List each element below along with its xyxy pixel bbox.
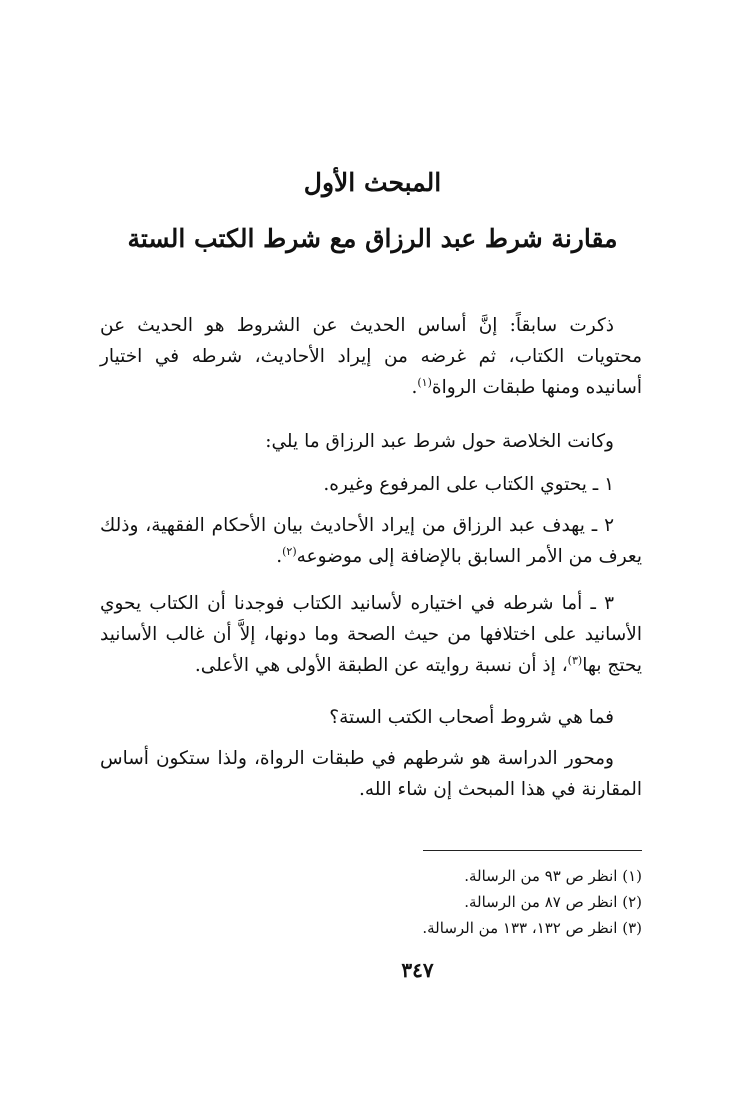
page-number: ٣٤٧ bbox=[401, 958, 434, 982]
paragraph-point-2: ٢ ـ يهدف عبد الرزاق من إيراد الأحاديث بيان الأحكام الفقهية، وذلك يعرف من الأمر السابق بالإضافة إلى موضوعه$^{(٢)}$. bbox=[100, 515, 642, 567]
paragraph-intro: ذكرت سابقاً: إنَّ أساس الحديث عن الشروط هو الحديث عن محتويات الكتاب، ثم غرضه من إيراد الأحاديث، شرطه في اختيار أسانيده ومنها طبقات الرواة$^{(١)}$. bbox=[100, 315, 642, 398]
footnote-1: (١) انظر ص ٩٣ من الرسالة. bbox=[464, 867, 642, 885]
footnote-divider bbox=[423, 850, 642, 851]
footnote-ref-2: (٢) bbox=[282, 544, 297, 558]
section-heading: المبحث الأول bbox=[303, 168, 442, 197]
section-title: مقارنة شرط عبد الرزاق مع شرط الكتب الستة bbox=[127, 224, 618, 253]
footnote-ref-1: (١) bbox=[417, 375, 432, 389]
footnote-ref-3: (٣) bbox=[567, 653, 583, 667]
footnote-2: (٢) انظر ص ٨٧ من الرسالة. bbox=[464, 893, 642, 911]
footnote-3: (٣) انظر ص ١٣٢، ١٣٣ من الرسالة. bbox=[422, 919, 642, 937]
paragraph-conclusion: ومحور الدراسة هو شرطهم في طبقات الرواة، ولذا ستكون أساس المقارنة في هذا المبحث إن شاء الله. bbox=[100, 748, 642, 800]
paragraph-point-1: ١ ـ يحتوي الكتاب على المرفوع وغيره. bbox=[323, 474, 614, 495]
paragraph-question: فما هي شروط أصحاب الكتب الستة؟ bbox=[329, 707, 614, 728]
paragraph-point-3: ٣ ـ أما شرطه في اختياره لأسانيد الكتاب فوجدنا أن الكتاب يحوي الأسانيد على اختلافها من حيث الصحة وما دونها، إلاَّ أن غالب الأسانيد يحتج بها$^{(٣)}$، إذ أن نسبة روايته عن الطبقة الأولى هي الأعلى. bbox=[100, 593, 642, 676]
paragraph-summary: وكانت الخلاصة حول شرط عبد الرزاق ما يلي: bbox=[265, 431, 614, 452]
